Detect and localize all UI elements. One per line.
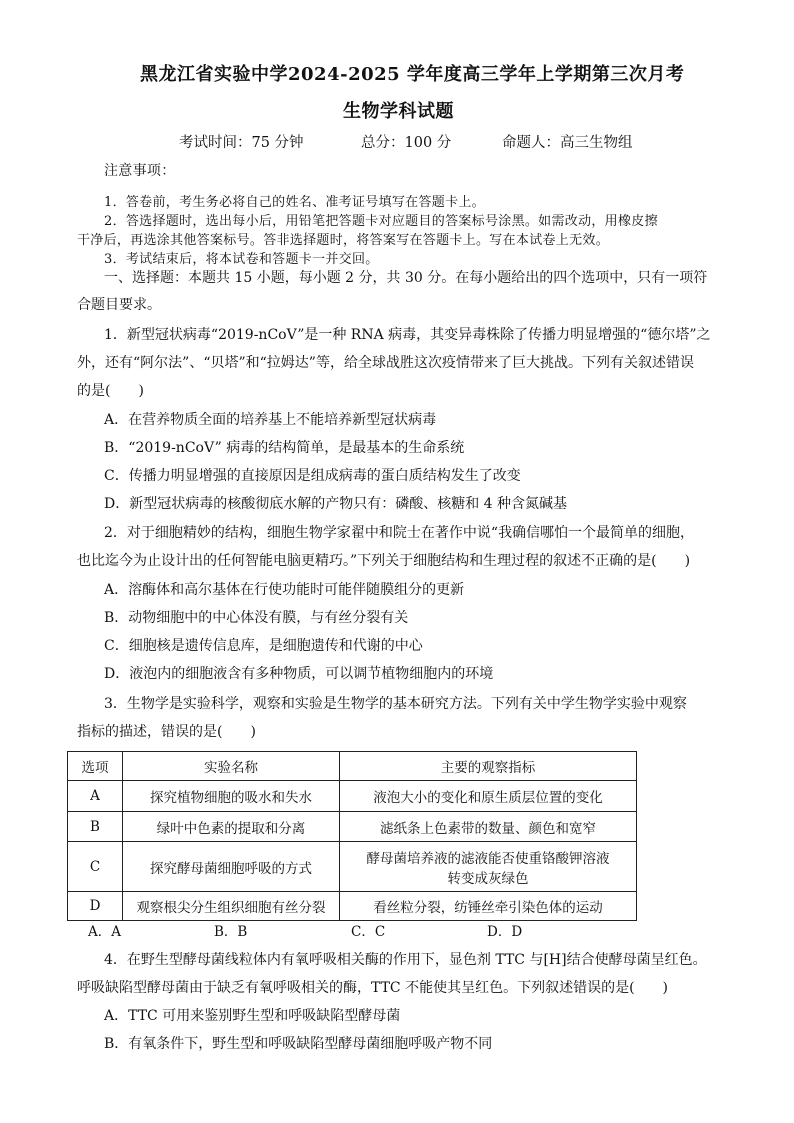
table-header: 选项	[68, 752, 123, 781]
question-1-option-d: D．新型冠状病毒的核酸彻底水解的产物只有：磷酸、核糖和 4 种含氮碱基	[104, 496, 568, 512]
table-cell: 绿叶中色素的提取和分离	[123, 812, 340, 842]
note-item: 1．答卷前，考生务必将自己的姓名、准考证号填写在答题卡上。	[104, 195, 485, 210]
table-row	[68, 812, 637, 842]
question-1-text: 外，还有“阿尔法”、“贝塔”和“拉姆达”等，给全球战胜这次疫情带来了巨大挑战。下列有关叙述错误	[77, 355, 694, 371]
section-heading-cont: 合题目要求。	[77, 297, 161, 313]
table-cell: 探究酵母菌细胞呼吸的方式	[123, 842, 340, 892]
table-cell: C	[68, 842, 123, 892]
table-cell: 看丝粒分裂，纺锤丝牵引染色体的运动	[340, 892, 637, 921]
question-1-option-b: B．“2019-nCoV” 病毒的结构简单，是最基本的生命系统	[104, 440, 465, 456]
question-4-option-b: B．有氧条件下，野生型和呼吸缺陷型酵母菌细胞呼吸产物不同	[104, 1036, 493, 1052]
question-1-text: 1．新型冠状病毒“2019-nCoV”是一种 RNA 病毒，其变异毒株除了传播力明显增强的“德尔塔”之	[104, 327, 711, 343]
table-cell: D	[68, 892, 123, 921]
question-2-option-c: C．细胞核是遗传信息库，是细胞遗传和代谢的中心	[104, 638, 423, 654]
question-3-text: 3．生物学是实验科学，观察和实验是生物学的基本研究方法。下列有关中学生物学实验中观察	[104, 696, 687, 712]
question-3-answer-c: C．C	[351, 924, 386, 940]
section-heading: 一、选择题：本题共 15 小题，每小题 2 分，共 30 分。在每小题给出的四个选项中，只有一项符	[104, 270, 708, 286]
question-2-text: 也比迄今为止设计出的任何智能电脑更精巧。”下列关于细胞结构和生理过程的叙述不正确的是( )	[77, 553, 691, 569]
question-4-option-a: A．TTC 可用来鉴别野生型和呼吸缺陷型酵母菌	[104, 1008, 401, 1024]
question-3-text: 指标的描述，错误的是( )	[77, 724, 256, 740]
question-1-option-a: A．在营养物质全面的培养基上不能培养新型冠状病毒	[104, 412, 437, 428]
table-header: 实验名称	[123, 752, 340, 781]
question-3-answer-d: D．D	[487, 924, 523, 940]
table-cell: 探究植物细胞的吸水和失水	[123, 781, 340, 812]
table-cell: A	[68, 781, 123, 812]
exam-time: 考试时间：75 分钟	[179, 135, 304, 151]
table-cell: B	[68, 812, 123, 842]
table-row	[68, 842, 637, 892]
table-cell-line: 酵母菌培养液的滤液能否使重铬酸钾溶液	[366, 850, 610, 867]
table-row	[68, 781, 637, 812]
table-cell: 观察根尖分生组织细胞有丝分裂	[123, 892, 340, 921]
question-1-text: 的是( )	[77, 383, 144, 399]
subject-title: 生物学科试题	[343, 101, 454, 122]
question-2-option-a: A．溶酶体和高尔基体在行使功能时可能伴随膜组分的更新	[104, 582, 465, 598]
question-4-text: 呼吸缺陷型酵母菌由于缺乏有氧呼吸相关的酶，TTC 不能使其呈红色。下列叙述错误的是( )	[77, 980, 669, 996]
table-cell-line: 转变成灰绿色	[447, 870, 529, 887]
table-header: 主要的观察指标	[340, 752, 637, 781]
total-score: 总分：100 分	[361, 135, 452, 151]
table-header-row	[68, 752, 637, 781]
table-cell: 滤纸条上色素带的数量、颜色和宽窄	[340, 812, 637, 842]
table-cell: 液泡大小的变化和原生质层位置的变化	[340, 781, 637, 812]
question-3-answer-b: B．B	[214, 924, 248, 940]
table-row	[68, 892, 637, 921]
question-3-answer-a: A．A	[88, 924, 121, 940]
question-2-option-b: B．动物细胞中的中心体没有膜，与有丝分裂有关	[104, 610, 409, 626]
note-item: 3．考试结束后，将本试卷和答题卡一并交回。	[104, 252, 379, 267]
exam-author: 命题人：高三生物组	[502, 135, 633, 151]
notes-heading: 注意事项：	[104, 163, 176, 179]
experiment-table	[67, 751, 637, 921]
table-cell	[340, 842, 637, 892]
note-item: 2．答选择题时，选出每小后，用铅笔把答题卡对应题目的答案标号涂黑。如需改动，用橡皮擦	[104, 214, 658, 229]
question-1-option-c: C．传播力明显增强的直接原因是组成病毒的蛋白质结构发生了改变	[104, 468, 521, 484]
exam-title: 黑龙江省实验中学2024-2025 学年度高三学年上学期第三次月考	[140, 64, 685, 85]
note-item: 干净后，再选涂其他答案标号。答非选择题时，将答案写在答题卡上。写在本试卷上无效。	[77, 233, 610, 248]
question-2-text: 2．对于细胞精妙的结构，细胞生物学家翟中和院士在著作中说“我确信哪怕一个最简单的细胞，	[104, 525, 695, 541]
question-4-text: 4．在野生型酵母菌线粒体内有氧呼吸相关酶的作用下，显色剂 TTC 与[H]结合使酵母菌呈红色。	[104, 952, 707, 968]
question-2-option-d: D．液泡内的细胞液含有多种物质，可以调节植物细胞内的环境	[104, 666, 494, 682]
